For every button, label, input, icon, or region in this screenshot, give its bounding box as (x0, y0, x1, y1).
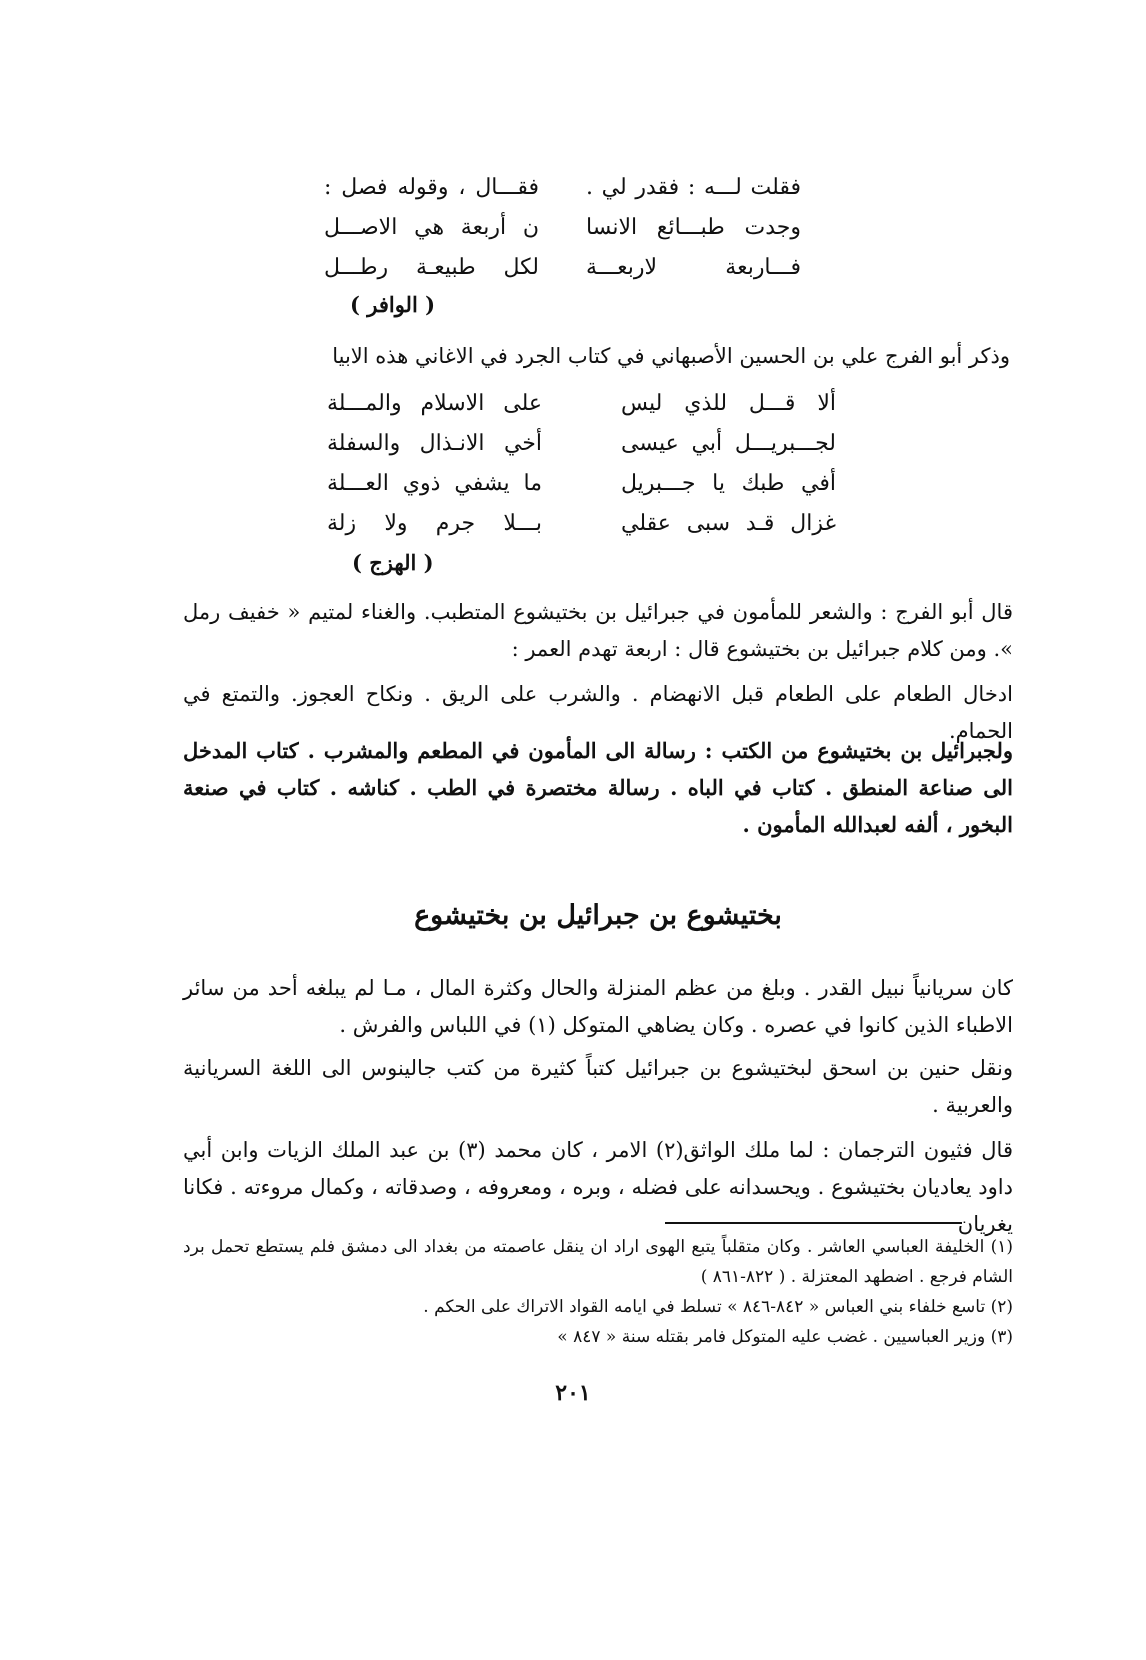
verse-second-hemistich: فقـــال ، وقوله فصل : (324, 175, 539, 200)
verse-line (0, 424, 1146, 464)
intro-line: وذكر أبو الفرج علي بن الحسين الأصبهاني في كتاب الجرد في الاغاني هذه الابيا (332, 344, 1010, 368)
verse-second-hemistich: ما يشفي ذوي العـــلة (327, 471, 542, 496)
paragraph: قال فثيون الترجمان : لما ملك الواثق(٢) الامر ، كان محمد (٣) بن عبد الملك الزيات وابن أبي داود يعاديان بختيشوع . ويحسدانه على فضله ، وبره ، ومعروفه ، وصدقاته ، وكمال مروءته . فكانا يغريان (183, 1138, 1013, 1236)
meter-label: ( الهزج ) (352, 550, 434, 575)
verse-second-hemistich: على الاسلام والمـــلة (327, 391, 542, 416)
footnote: (١) الخليفة العباسي العاشر . وكان متقلباً يتبع الهوى اراد ان ينقل عاصمته من بغداد الى دمشق فلم يستطع تحمل برد الشام فرجع . اضطهد المعتزلة . ( ٨٢٢-٨٦١ ) (183, 1237, 1013, 1287)
verse-first-hemistich: لجـــبريـــل أبي عيسى (621, 431, 836, 456)
verse-first-hemistich: فـــاربعة لاربعـــة (586, 255, 801, 280)
verse-second-hemistich: بـــلا جرم ولا زلة (327, 511, 542, 536)
verse-line (0, 384, 1146, 424)
verse-first-hemistich: أفي طبك يا جـــبريل (621, 471, 836, 496)
page-number: ٢٠١ (555, 1380, 591, 1406)
footnote: (٣) وزير العباسيين . غضب عليه المتوكل فامر بقتله سنة « ٨٤٧ » (557, 1327, 1013, 1347)
verse-first-hemistich: غزال قـد سبى عقلي (621, 511, 836, 536)
verse-first-hemistich: ألا قـــل للذي ليس (621, 391, 836, 416)
paragraph: ادخال الطعام على الطعام قبل الانهضام . والشرب على الريق . ونكاح العجوز. والتمتع في الحمام. (183, 682, 1013, 743)
footnote-divider (665, 1222, 962, 1224)
verse-line (0, 504, 1146, 544)
paragraph: قال أبو الفرج : والشعر للمأمون في جبرائيل بن بختيشوع المتطبب. والغناء لمتيم « خفيف رمل ». ومن كلام جبرائيل بن بختيشوع قال : اربعة تهدم العمر : (183, 600, 1013, 661)
verse-line (0, 464, 1146, 504)
footnote: (٢) تاسع خلفاء بني العباس « ٨٤٢-٨٤٦ » تسلط في ايامه القواد الاتراك على الحكم . (423, 1297, 1013, 1317)
footnotes (183, 1232, 1013, 1352)
verse-line (0, 208, 1146, 248)
section-heading: بختيشوع بن جبرائيل بن بختيشوع (414, 900, 782, 931)
verse-second-hemistich: ن أربعة هي الاصـــل (324, 215, 539, 240)
paragraph: ولجبرائيل بن بختيشوع من الكتب : رسالة الى المأمون في المطعم والمشرب . كتاب المدخل الى صناعة المنطق . كتاب في الباه . رسالة مختصرة في الطب . كناشه . كتاب في صنعة البخور ، ألفه لعبدالله المأمون . (183, 738, 1013, 837)
meter-label: ( الوافر ) (350, 292, 436, 317)
verse-first-hemistich: فقلت لـــه : فقدر لي . (586, 175, 801, 200)
verse-line (0, 248, 1146, 288)
paragraph: كان سريانياً نبيل القدر . وبلغ من عظم المنزلة والحال وكثرة المال ، مـا لم يبلغه أحد من سائر الاطباء الذين كانوا في عصره . وكان يضاهي المتوكل (١) في اللباس والفرش . (183, 976, 1013, 1037)
verse-line (0, 168, 1146, 208)
verse-second-hemistich: لكل طبيعـة رطـــل (324, 255, 539, 280)
verse-first-hemistich: وجدت طبـــائع الانسا (586, 215, 801, 240)
paragraph: ونقل حنين بن اسحق لبختيشوع بن جبرائيل كتباً كثيرة من كتب جالينوس الى اللغة السريانية والعربية . (183, 1056, 1013, 1117)
verse-second-hemistich: أخي الانـذال والسفلة (327, 431, 542, 456)
